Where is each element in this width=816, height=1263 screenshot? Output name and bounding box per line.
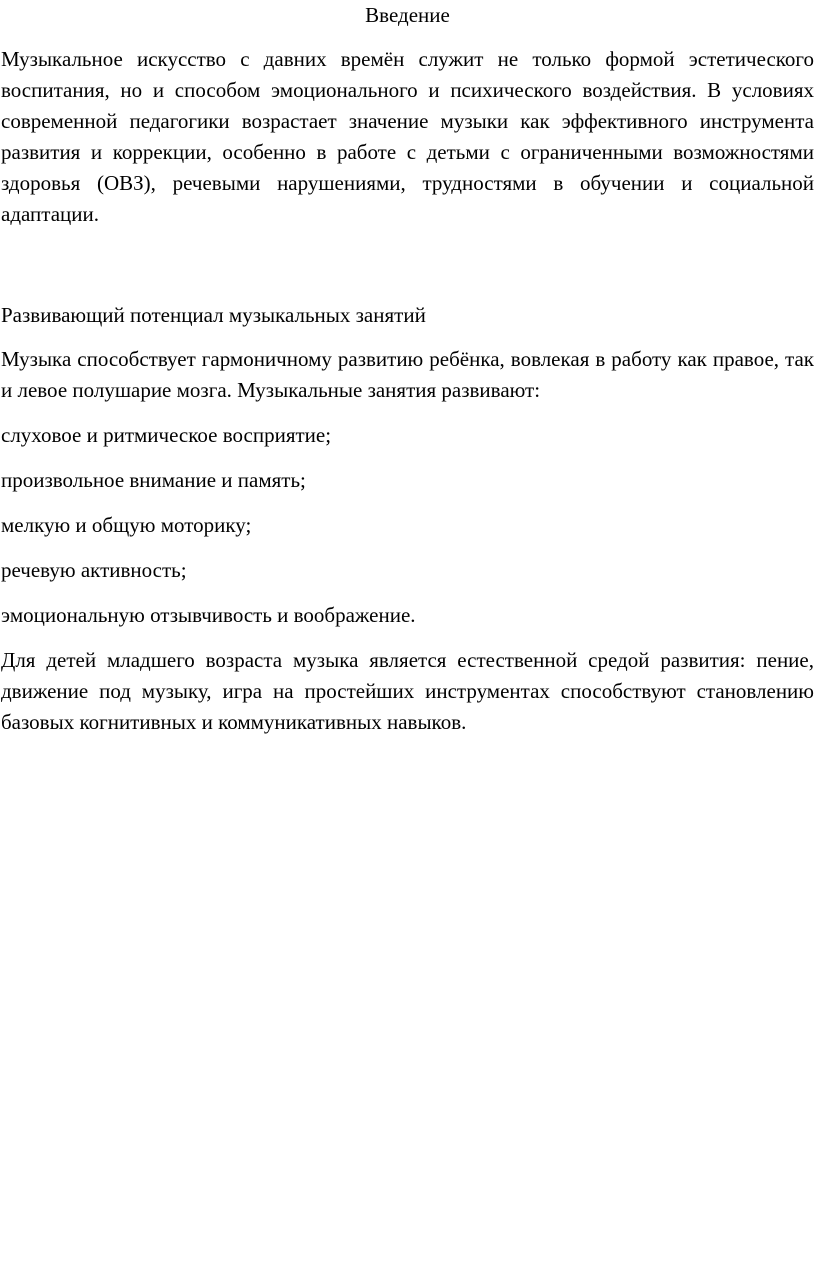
section-paragraph: Музыка способствует гармоничному развитию ребёнка, вовлекая в работу как правое, так и левое полушарие мозга. Музыкальные занятия развивают: [1, 347, 814, 402]
list-item: произвольное внимание и память; [1, 468, 306, 492]
list-item: эмоциональную отзывчивость и воображение. [1, 603, 416, 627]
section-heading: Развивающий потенциал музыкальных занятий [1, 303, 426, 327]
list-item: слуховое и ритмическое восприятие; [1, 423, 332, 447]
intro-paragraph: Музыкальное искусство с давних времён служит не только формой эстетического воспитания, но и способом эмоционального и психического воздействия. В условиях современной педагогики возрастает значение музыки как эффективного инструмента развития и коррекции, особенно в работе с детьми с ограниченными возможностями здоровья (ОВЗ), речевыми нарушениями, трудностями в обучении и социальной адаптации. [1, 47, 814, 226]
list-item: мелкую и общую моторику; [1, 513, 252, 537]
closing-paragraph: Для детей младшего возраста музыка является естественной средой развития: пение, движение под музыку, игра на простейших инструментах способствуют становлению базовых когнитивных и коммуникативных навыков. [1, 648, 814, 734]
development-list [1, 420, 814, 631]
document-title: Введение [365, 3, 450, 27]
list-item: речевую активность; [1, 558, 187, 582]
